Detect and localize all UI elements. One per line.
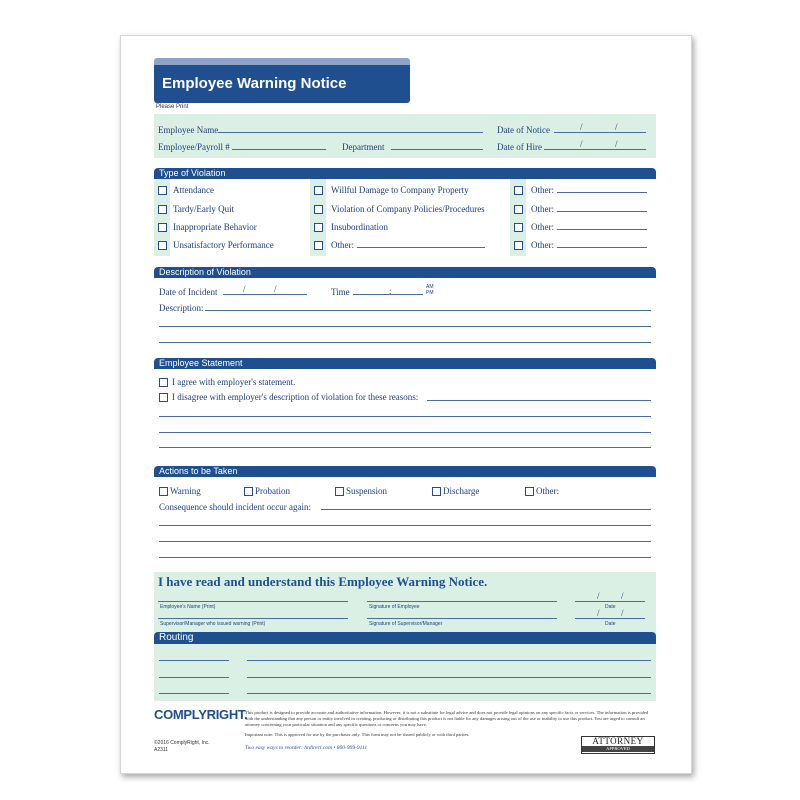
employee-name-print-field[interactable] [158, 601, 348, 602]
description-line[interactable] [159, 326, 651, 327]
employee-name-field[interactable] [218, 132, 483, 133]
consequence-line[interactable] [321, 509, 651, 510]
title-tab [154, 58, 410, 65]
policy-violation-checkbox[interactable] [314, 205, 323, 214]
employee-statement-header: Employee Statement [154, 358, 656, 369]
copyright: ©2016 ComplyRight, Inc. [154, 740, 210, 746]
date-separator: / [615, 139, 618, 149]
employee-name-label: Employee Name [158, 125, 219, 135]
complyright-logo: COMPLYRIGHT. [154, 707, 248, 722]
date-separator: / [597, 591, 600, 601]
willful-damage-checkbox[interactable] [314, 186, 323, 195]
attendance-checkbox[interactable] [158, 186, 167, 195]
violation-option: Other: [531, 185, 554, 195]
consequence-label: Consequence should incident occur again: [159, 502, 311, 512]
other-field[interactable] [557, 192, 647, 193]
supervisor-signature-field[interactable] [367, 618, 557, 619]
important-note: Important note: This is approved for use by the purchaser only. This form may not be shared publicly or with third parties. [245, 732, 470, 737]
violation-option: Violation of Company Policies/Procedures [331, 204, 485, 214]
action-option: Probation [255, 486, 290, 496]
inappropriate-behavior-checkbox[interactable] [158, 223, 167, 232]
date-of-incident-field[interactable] [223, 294, 307, 295]
other-field[interactable] [557, 247, 647, 248]
probation-checkbox[interactable] [244, 487, 253, 496]
statement-line[interactable] [159, 432, 651, 433]
discharge-checkbox[interactable] [432, 487, 441, 496]
action-option: Warning [170, 486, 201, 496]
badge-top-text: ATTORNEY [592, 736, 644, 746]
action-option: Discharge [443, 486, 480, 496]
action-option: Suspension [346, 486, 388, 496]
action-option: Other: [536, 486, 559, 496]
date-separator: / [580, 139, 583, 149]
date-of-notice-field[interactable] [554, 132, 646, 133]
time-label: Time [331, 287, 350, 297]
date-of-hire-label: Date of Hire [497, 142, 542, 152]
other-checkbox[interactable] [514, 241, 523, 250]
routing-note-line[interactable] [247, 677, 651, 678]
other-checkbox[interactable] [514, 223, 523, 232]
statement-line[interactable] [427, 400, 651, 401]
other-checkbox[interactable] [514, 186, 523, 195]
am-label: AM [426, 284, 434, 290]
employee-date-field[interactable] [575, 601, 645, 602]
legal-disclaimer: This product is designed to provide accurate and authoritative information. However, it is not a substitute for legal advice and does not provide legal opinions on any specific facts or services. The information is provided with the understanding that any person or entity involved in creating, producing or distributing this product is not liable for any damages arising out of the use or inability to use this product. You are urged to consult an attorney concerning your particular situation and any specific questions or concerns you may have. [245, 710, 649, 727]
agree-checkbox[interactable] [159, 378, 168, 387]
suspension-checkbox[interactable] [335, 487, 344, 496]
actions-header: Actions to be Taken [154, 466, 656, 477]
time-colon: : [389, 286, 392, 296]
violation-option: Other: [531, 240, 554, 250]
description-label: Description: [159, 303, 204, 313]
form-sheet [120, 35, 692, 774]
department-label: Department [342, 142, 385, 152]
disagree-label: I disagree with employer's description of violation for these reasons: [172, 392, 419, 402]
date-separator: / [621, 591, 624, 601]
department-field[interactable] [391, 149, 483, 150]
pm-label: PM [426, 290, 434, 296]
supervisor-name-print-field[interactable] [158, 618, 348, 619]
product-code: A2311 [154, 747, 169, 753]
other-action-checkbox[interactable] [525, 487, 534, 496]
violation-option: Other: [531, 222, 554, 232]
violation-option: Other: [331, 240, 354, 250]
date-separator: / [243, 284, 246, 294]
tardy-checkbox[interactable] [158, 205, 167, 214]
acknowledgement-heading: I have read and understand this Employee Warning Notice. [158, 574, 488, 589]
routing-note-line[interactable] [247, 693, 651, 694]
consequence-line[interactable] [159, 525, 651, 526]
other-field[interactable] [557, 211, 647, 212]
employee-name-print-label: Employee's Name (Print) [160, 604, 216, 610]
statement-line[interactable] [159, 416, 651, 417]
date-label: Date [605, 604, 616, 610]
time-field[interactable] [353, 294, 423, 295]
date-of-hire-field[interactable] [544, 149, 646, 150]
reorder-info: Two easy ways to reorder: hrdirect.com • 800-999-9111 [245, 745, 368, 751]
description-line[interactable] [205, 310, 651, 311]
employee-payroll-field[interactable] [232, 149, 326, 150]
employee-payroll-label: Employee/Payroll # [158, 142, 230, 152]
date-of-notice-label: Date of Notice [497, 125, 550, 135]
page-title: Employee Warning Notice [154, 65, 410, 103]
unsatisfactory-performance-checkbox[interactable] [158, 241, 167, 250]
employee-signature-label: Signature of Employee [369, 604, 420, 610]
attorney-approved-badge [581, 736, 655, 754]
other-checkbox[interactable] [514, 205, 523, 214]
insubordination-checkbox[interactable] [314, 223, 323, 232]
violation-option: Willful Damage to Company Property [331, 185, 469, 195]
violation-option: Attendance [173, 185, 214, 195]
form-title-block [154, 58, 410, 103]
violation-option: Tardy/Early Quit [173, 204, 235, 214]
routing-header: Routing [154, 632, 656, 644]
date-of-incident-label: Date of Incident [159, 287, 218, 297]
other-field[interactable] [357, 247, 485, 248]
date-separator: / [597, 608, 600, 618]
warning-checkbox[interactable] [159, 487, 168, 496]
badge-bottom-text: APPROVED [582, 746, 654, 752]
date-separator: / [274, 284, 277, 294]
date-separator: / [621, 608, 624, 618]
routing-note-line[interactable] [247, 660, 651, 661]
description-line[interactable] [159, 342, 651, 343]
please-print-note: Please Print [156, 104, 189, 110]
violation-option: Other: [531, 204, 554, 214]
supervisor-signature-label: Signature of Supervisor/Manager [369, 621, 443, 627]
other-field[interactable] [557, 229, 647, 230]
description-header: Description of Violation [154, 267, 656, 278]
date-separator: / [580, 122, 583, 132]
date-label: Date [605, 621, 616, 627]
consequence-line[interactable] [159, 557, 651, 558]
violation-option: Inappropriate Behavior [173, 222, 257, 232]
other-checkbox[interactable] [314, 241, 323, 250]
statement-line[interactable] [159, 447, 651, 448]
type-of-violation-header: Type of Violation [154, 168, 656, 179]
routing-name-line[interactable] [159, 677, 229, 678]
consequence-line[interactable] [159, 541, 651, 542]
employee-signature-field[interactable] [367, 601, 557, 602]
violation-option: Insubordination [331, 222, 388, 232]
supervisor-name-print-label: Supervisor/Manager who issued warning (Print) [160, 621, 266, 627]
routing-name-line[interactable] [159, 660, 229, 661]
supervisor-date-field[interactable] [575, 618, 645, 619]
violation-option: Unsatisfactory Performance [173, 240, 274, 250]
disagree-checkbox[interactable] [159, 393, 168, 402]
agree-label: I agree with employer's statement. [172, 377, 296, 387]
date-separator: / [615, 122, 618, 132]
routing-name-line[interactable] [159, 693, 229, 694]
